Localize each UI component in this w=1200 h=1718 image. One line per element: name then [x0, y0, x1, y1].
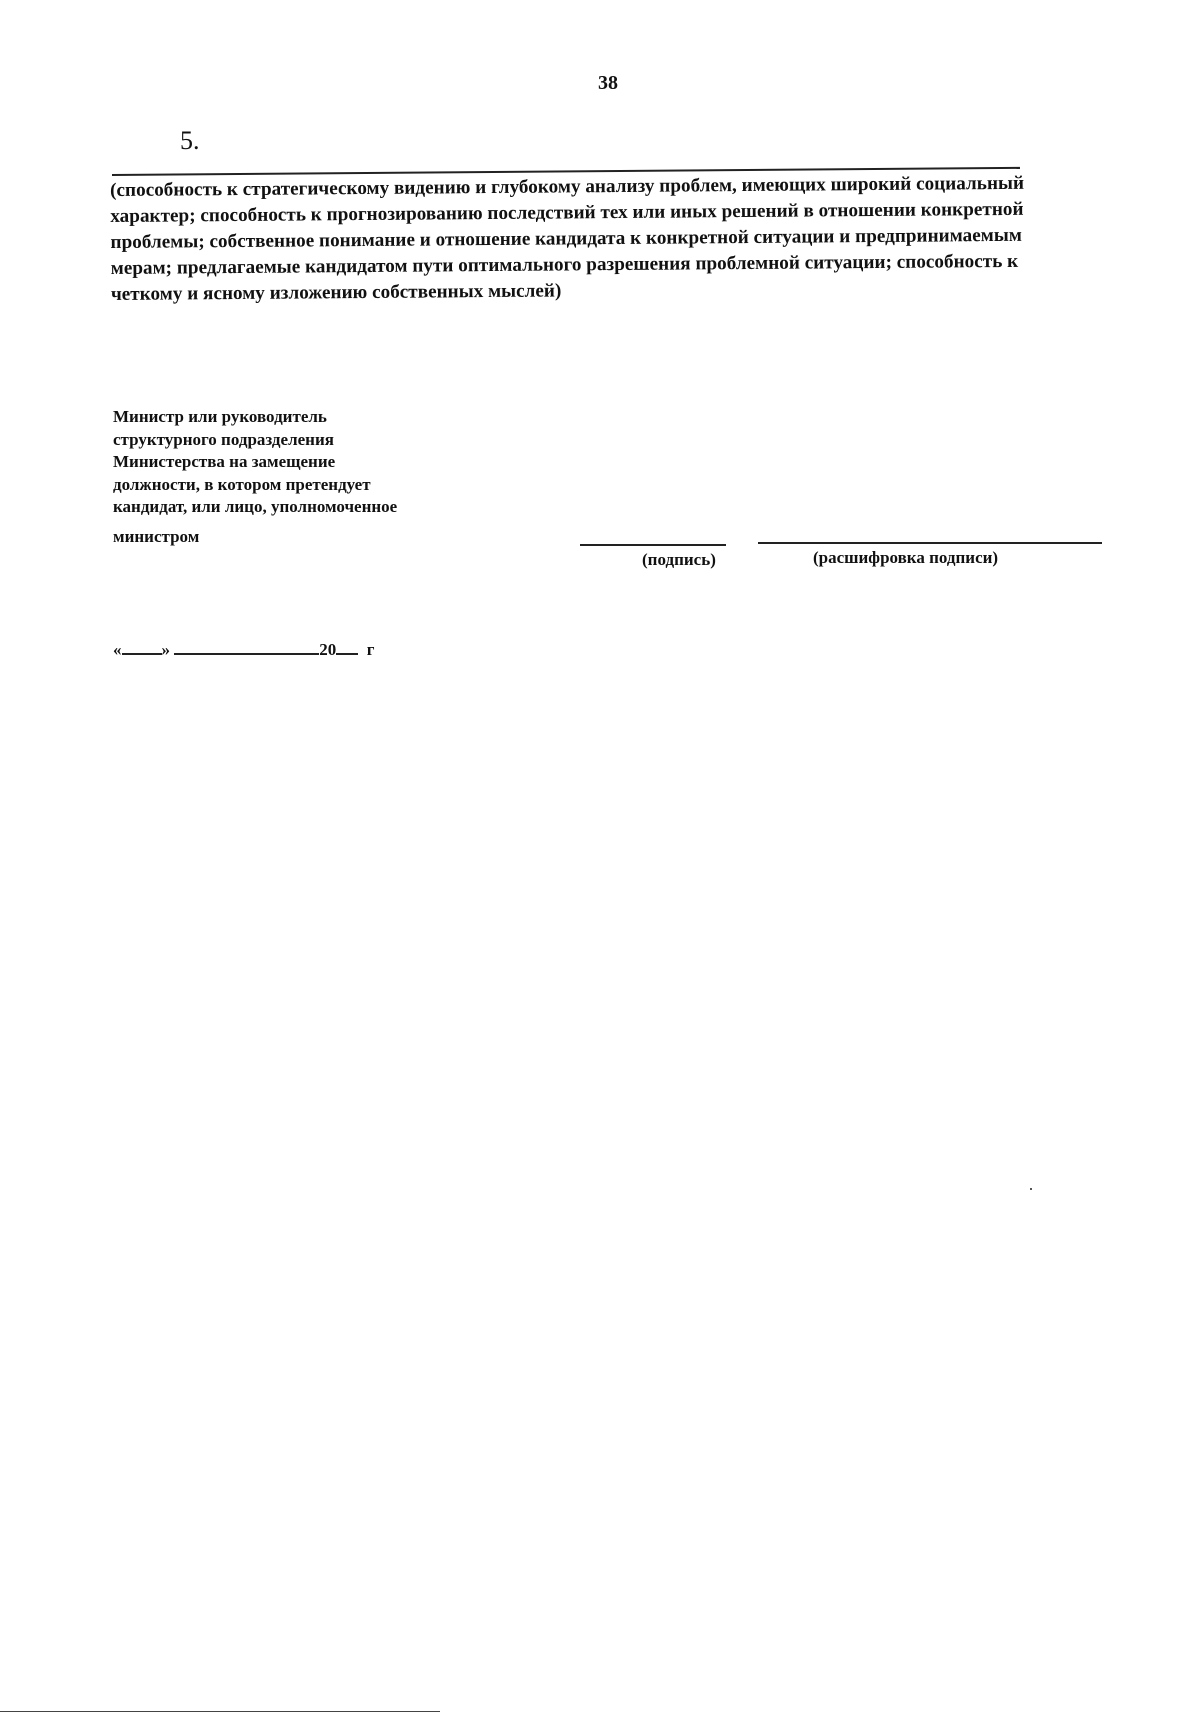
- scan-speck: [1030, 1188, 1032, 1190]
- month-blank: [174, 638, 319, 655]
- instruction-line: (способность к стратегическому видению и глубокому анализу проблем, имеющих широкий социальный: [110, 172, 1025, 201]
- signatory-line: структурного подразделения: [113, 429, 334, 449]
- instruction-text: [110, 170, 1111, 308]
- signatory-line: Министр или руководитель: [113, 407, 327, 426]
- page-number: 38: [598, 72, 618, 94]
- date-open-quote: «: [113, 640, 122, 659]
- date-field: [113, 638, 374, 660]
- signatory-block: [113, 406, 397, 549]
- signatory-line: кандидат, или лицо, уполномоченное: [113, 497, 398, 517]
- day-blank: [122, 638, 162, 655]
- instruction-line: проблемы; собственное понимание и отношение кандидата к конкретной ситуации и предпринимаемым: [110, 224, 1022, 253]
- scan-edge-line: [0, 1711, 440, 1712]
- signature-decode-label: (расшифровка подписи): [813, 548, 999, 567]
- signature-label: (подпись): [642, 550, 716, 569]
- signatory-line: должности, в котором претендует: [113, 474, 371, 494]
- year-prefix: 20: [319, 640, 337, 659]
- signature-decode-blank-line: [758, 542, 1102, 544]
- item-number: 5.: [180, 126, 200, 155]
- signature-blank-line: [580, 544, 726, 546]
- instruction-line: четкому и ясному изложению собственных мыслей): [110, 280, 562, 305]
- instruction-line: характер; способность к прогнозированию последствий тех или иных решений в отношении конкретной: [110, 198, 1024, 227]
- signatory-line: министром: [113, 526, 200, 546]
- instruction-line: мерам; предлагаемые кандидатом пути оптимального разрешения проблемной ситуации; способность к: [110, 250, 1019, 279]
- signatory-line: Министерства на замещение: [113, 452, 336, 472]
- year-blank: [336, 638, 358, 655]
- year-suffix: г: [366, 640, 375, 659]
- date-close-quote: »: [161, 640, 170, 659]
